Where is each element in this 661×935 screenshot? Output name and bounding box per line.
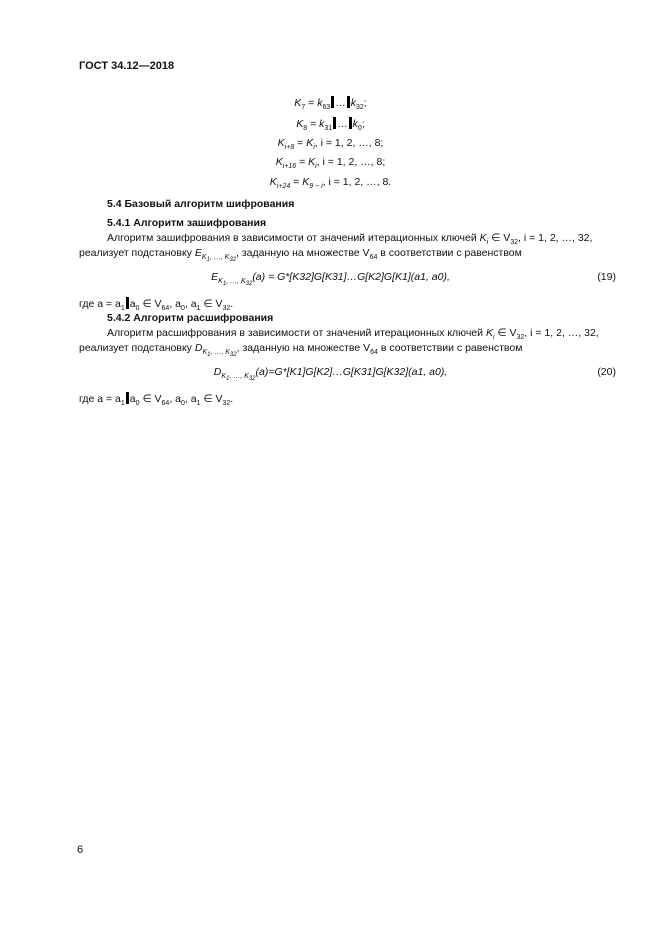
equation-number-20: (20) xyxy=(597,366,616,378)
section-5-4-2-heading: 5.4.2 Алгоритм расшифрования xyxy=(107,312,274,324)
concat-bar xyxy=(126,297,129,309)
section-5-4-1-heading: 5.4.1 Алгоритм зашифрования xyxy=(107,217,267,229)
equation-number-19: (19) xyxy=(597,271,616,283)
formula-ki-plus-8: $K_{i+8} = K_i$, i = 1, 2, …, 8; xyxy=(277,137,384,151)
encryption-paragraph-line1: Алгоритм зашифрования в зависимости от значений итерационных ключей $K_i$ ∈ $V_{32}$, i = 1, 2, …, 32, xyxy=(107,232,593,246)
concat-bar xyxy=(349,117,352,129)
decryption-paragraph-line2: реализует подстановку $D_{K_1, \dots, K_{32}}$, заданную на множестве $V_{64}$ в соответствии с равенством xyxy=(79,342,523,358)
decryption-where-clause: где $a = a_1$ $a_0$ ∈ $V_{64}$, $a_0$, $a_1$ ∈ $V_{32}$. xyxy=(79,393,234,407)
formula-ki-plus-16: $K_{i+16} = K_i$, i = 1, 2, …, 8; xyxy=(275,156,386,170)
formula-k8: $K_8 = k_{31}$ … $k_0$; xyxy=(296,118,365,132)
concat-bar xyxy=(347,96,350,108)
concat-bar xyxy=(126,392,129,404)
concat-bar xyxy=(331,96,334,108)
encryption-paragraph-line2: реализует подстановку $E_{K_1, \dots, K_{32}}$, заданную на множестве $V_{64}$ в соответствии с равенством xyxy=(79,247,522,263)
formula-k7: $K_7 = k_{63}$ … $k_{32}$; xyxy=(294,97,367,111)
formula-19: $E_{K_1, \dots, K_{32}}(a)$ = G*[K32]G[K31]…G[K2]G[K1](a1, a0), xyxy=(211,271,450,287)
formula-20: $D_{K_1, \dots, K_{32}}(a)=G*[K1]G[K2]\dots G[K31]G[K32](a1$, a0), xyxy=(213,366,448,382)
section-5-4-heading: 5.4 Базовый алгоритм шифрования xyxy=(107,198,295,210)
formula-ki-plus-24: $K_{i+24} = K_{9 - i}$, i = 1, 2, …, 8. xyxy=(269,176,392,190)
encryption-where-clause: где $a = a_1$ $a_0$ ∈ $V_{64}$, $a_0$, $a_1$ ∈ $V_{32}$. xyxy=(79,298,234,312)
concat-bar xyxy=(333,117,336,129)
page-number: 6 xyxy=(77,844,84,856)
document-standard-header: ГОСТ 34.12—2018 xyxy=(79,60,175,72)
decryption-paragraph-line1: Алгоритм расшифрования в зависимости от значений итерационных ключей $K_i$ ∈ $V_{32}$, i = 1, 2, …, 32, xyxy=(107,327,599,341)
